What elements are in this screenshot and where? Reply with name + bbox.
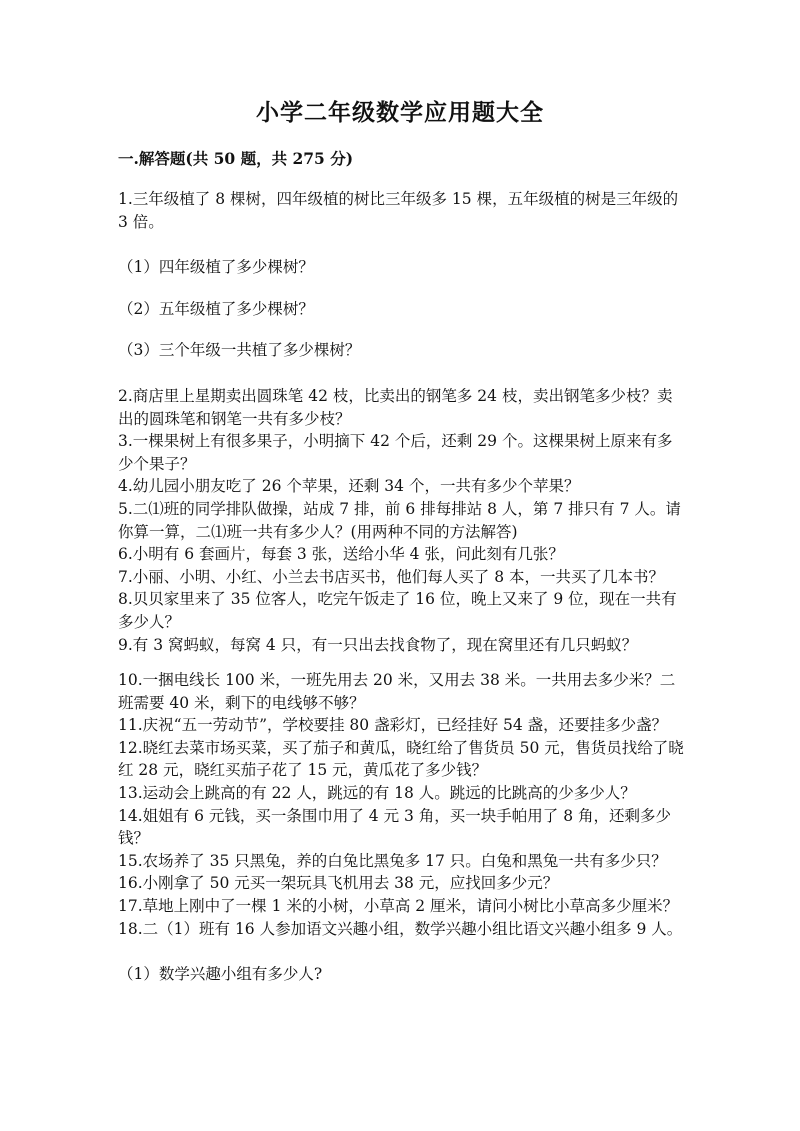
question-4: 4.幼儿园小朋友吃了 26 个苹果，还剩 34 个，一共有多少个苹果？ [118,477,580,496]
question-18: 18.二（1）班有 16 人参加语文兴趣小组，数学兴趣小组比语文兴趣小组多 9 人。 [118,919,683,938]
section-heading: 一.解答题(共 50 题，共 275 分) [118,149,354,168]
question-list [118,188,684,986]
question-7: 7.小丽、小明、小红、小兰去书店买书，他们每人买了 8 本，一共买了几本书？ [118,567,665,586]
question-15: 15.农场养了 35 只黑兔，养的白兔比黑兔多 17 只。白兔和黑兔一共有多少只？ [118,851,667,870]
question-18-part-1: （1）数学兴趣小组有多少人? [118,965,323,984]
question-16: 16.小刚拿了 50 元买一架玩具飞机用去 38 元，应找回多少元？ [118,874,559,893]
question-8: 8.贝贝家里来了 35 位客人，吃完午饭走了 16 位，晚上又来了 9 位，现在一共有多少人？ [118,590,677,631]
question-6: 6.小明有 6 套画片，每套 3 张，送给小华 4 张，问此刻有几张？ [118,545,564,564]
question-3: 3.一棵果树上有很多果子，小明摘下 42 个后，还剩 29 个。这棵果树上原来有多少个果子？ [118,432,673,473]
question-2: 2.商店里上星期卖出圆珠笔 42 枝，比卖出的钢笔多 24 枝，卖出钢笔多少枝？卖出的圆珠笔和钢笔一共有多少枝？ [118,386,673,428]
question-11: 11.庆祝“五一劳动节”，学校要挂 80 盏彩灯，已经挂好 54 盏，还要挂多少盏？ [118,716,668,735]
question-5: 5.二⑴班的同学排队做操，站成 7 排，前 6 排每排站 8 人，第 7 排只有 7 人。请你算一算，二⑴班一共有多少人？(用两种不同的方法解答) [118,499,681,541]
question-12: 12.晓红去菜市场买菜，买了茄子和黄瓜，晓红给了售货员 50 元，售货员找给了晓红 28 元，晓红买茄子花了 15 元，黄瓜花了多少钱？ [118,738,684,780]
question-1: 1.三年级植了 8 棵树，四年级植的树比三年级多 15 棵，五年级植的树是三年级的 3 倍。 [118,190,679,231]
question-1-part-1: （1）四年级植了多少棵树？ [118,258,314,277]
question-17: 17.草地上刚中了一棵 1 米的小树，小草高 2 厘米，请问小树比小草高多少厘米？ [118,897,679,916]
question-1-part-3: （3）三个年级一共植了多少棵树？ [118,341,361,360]
question-14: 14.姐姐有 6 元钱，买一条围巾用了 4 元 3 角，买一块手帕用了 8 角，还剩多少钱？ [118,806,672,848]
question-10: 10.一捆电线长 100 米，一班先用去 20 米，又用去 38 米。一共用去多少米？二班需要 40 米，剩下的电线够不够？ [118,671,676,712]
question-1-part-2: （2）五年级植了多少棵树？ [118,299,314,318]
question-13: 13.运动会上跳高的有 22 人，跳远的有 18 人。跳远的比跳高的少多少人？ [118,784,636,803]
question-9: 9.有 3 窝蚂蚁，每窝 4 只，有一只出去找食物了，现在窝里还有几只蚂蚁？ [118,635,638,654]
document-title: 小学二年级数学应用题大全 [256,99,544,126]
